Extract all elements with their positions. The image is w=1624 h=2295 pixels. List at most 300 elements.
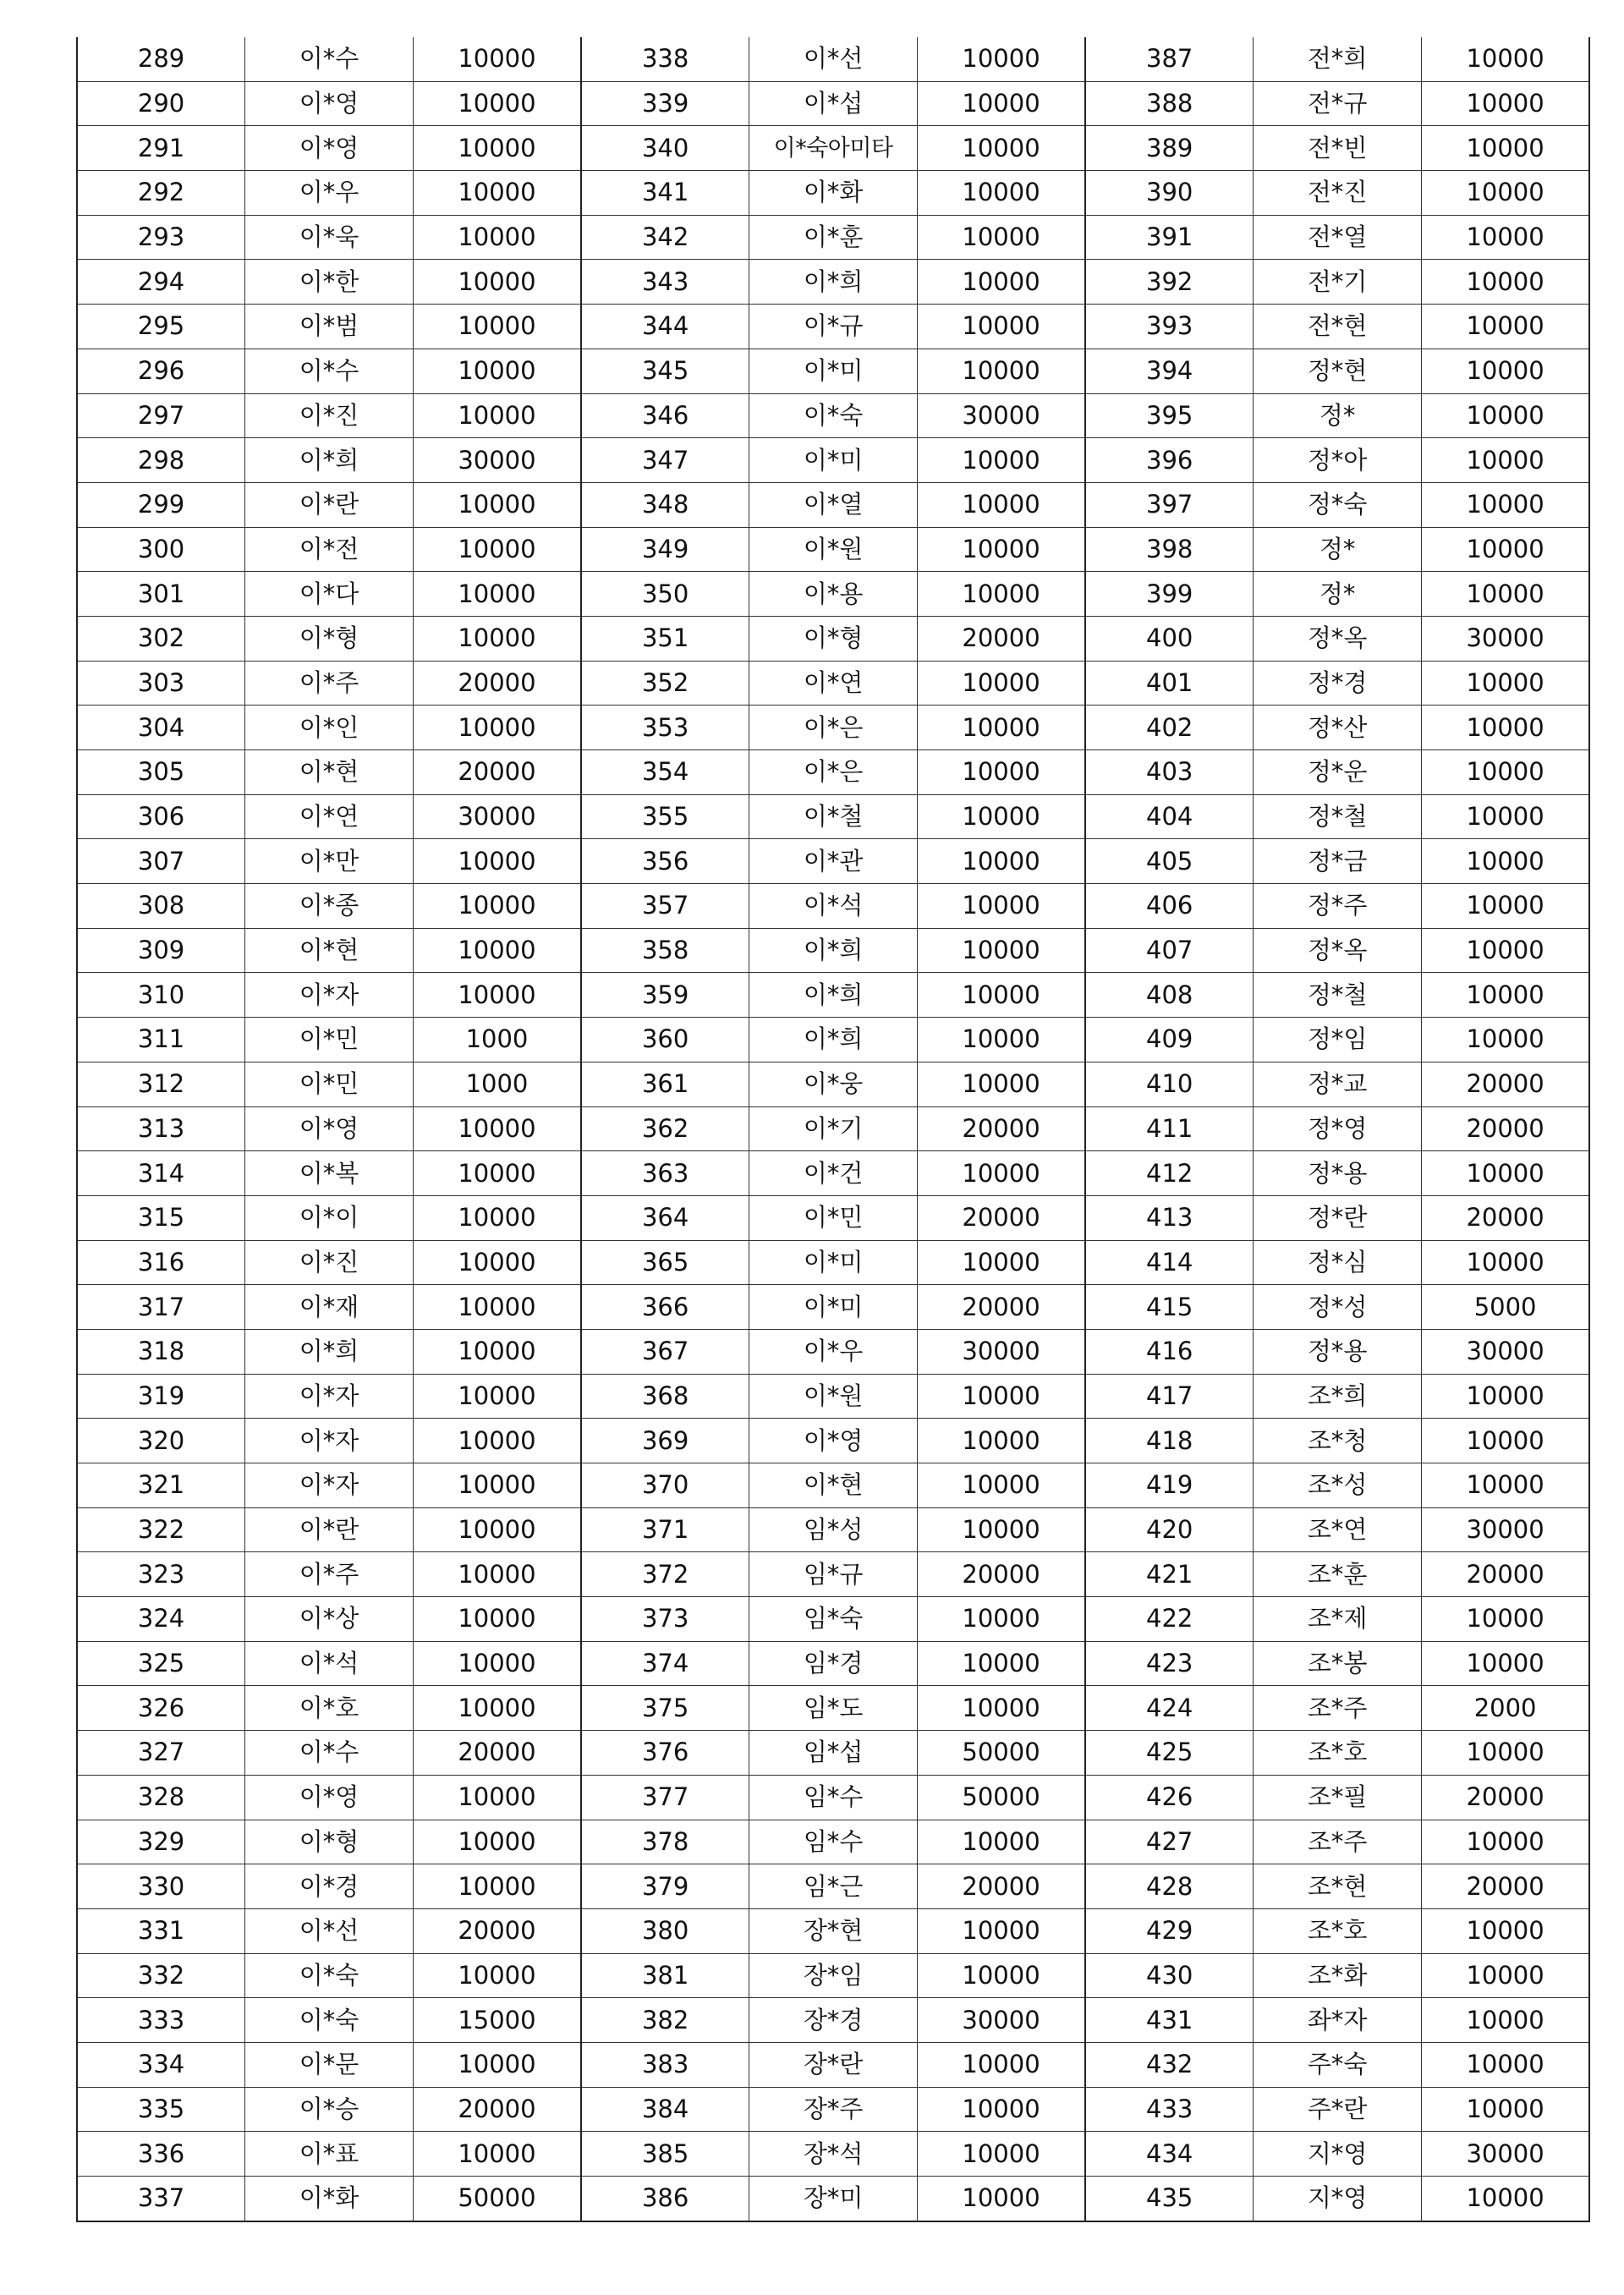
cell-no: 379	[581, 1864, 749, 1909]
cell-no: 408	[1085, 973, 1254, 1018]
cell-name: 전*열	[1254, 215, 1422, 260]
table-row	[77, 305, 1589, 349]
cell-no: 299	[77, 482, 245, 527]
cell-name: 이*희	[749, 260, 918, 305]
cell-amount: 10000	[413, 928, 581, 973]
cell-amount: 10000	[413, 1106, 581, 1151]
cell-name: 이*석	[245, 1641, 414, 1686]
cell-no: 425	[1085, 1731, 1254, 1776]
cell-no: 413	[1085, 1195, 1254, 1240]
cell-amount: 10000	[917, 1062, 1085, 1106]
cell-amount: 2000	[1422, 1686, 1590, 1731]
table-row	[77, 171, 1589, 216]
cell-name: 이*미	[749, 349, 918, 393]
cell-name: 정*심	[1254, 1240, 1422, 1285]
cell-amount: 10000	[413, 1552, 581, 1597]
cell-no: 403	[1085, 750, 1254, 795]
cell-name: 정*	[1254, 572, 1422, 617]
cell-name: 정*아	[1254, 438, 1422, 483]
cell-no: 360	[581, 1018, 749, 1062]
cell-name: 정*옥	[1254, 616, 1422, 661]
cell-amount: 10000	[413, 2042, 581, 2087]
cell-amount: 10000	[1422, 1908, 1590, 1953]
cell-no: 295	[77, 305, 245, 349]
cell-amount: 10000	[413, 260, 581, 305]
table-row	[77, 1641, 1589, 1686]
cell-name: 이*현	[749, 1463, 918, 1508]
cell-no: 387	[1085, 37, 1254, 81]
cell-name: 임*경	[749, 1641, 918, 1686]
table-row	[77, 1597, 1589, 1642]
cell-name: 이*은	[749, 706, 918, 750]
table-row	[77, 616, 1589, 661]
cell-no: 338	[581, 37, 749, 81]
cell-amount: 20000	[917, 1864, 1085, 1909]
cell-name: 이*민	[245, 1062, 414, 1106]
cell-amount: 10000	[1422, 438, 1590, 483]
table-row	[77, 37, 1589, 81]
cell-no: 420	[1085, 1507, 1254, 1552]
cell-name: 전*현	[1254, 305, 1422, 349]
cell-no: 294	[77, 260, 245, 305]
cell-name: 이*미	[749, 438, 918, 483]
donor-table-body	[77, 37, 1589, 2221]
cell-no: 334	[77, 2042, 245, 2087]
cell-amount: 10000	[917, 973, 1085, 1018]
cell-name: 조*주	[1254, 1820, 1422, 1864]
table-row	[77, 1775, 1589, 1820]
cell-no: 318	[77, 1329, 245, 1374]
cell-name: 이*범	[245, 305, 414, 349]
cell-no: 350	[581, 572, 749, 617]
table-row	[77, 750, 1589, 795]
cell-no: 324	[77, 1597, 245, 1642]
cell-amount: 10000	[1422, 1953, 1590, 1998]
cell-amount: 20000	[1422, 1775, 1590, 1820]
cell-amount: 10000	[413, 1597, 581, 1642]
cell-name: 이*복	[245, 1151, 414, 1196]
cell-name: 이*경	[245, 1864, 414, 1909]
cell-no: 386	[581, 2177, 749, 2221]
cell-name: 정*용	[1254, 1329, 1422, 1374]
cell-amount: 10000	[413, 215, 581, 260]
cell-name: 전*규	[1254, 81, 1422, 126]
cell-no: 339	[581, 81, 749, 126]
cell-no: 380	[581, 1908, 749, 1953]
cell-name: 이*수	[245, 1731, 414, 1776]
cell-no: 321	[77, 1463, 245, 1508]
cell-name: 이*희	[749, 928, 918, 973]
cell-amount: 1000	[413, 1062, 581, 1106]
cell-name: 이*석	[749, 884, 918, 929]
cell-amount: 10000	[1422, 706, 1590, 750]
cell-name: 장*임	[749, 1953, 918, 1998]
table-row	[77, 2042, 1589, 2087]
cell-name: 이*섭	[749, 81, 918, 126]
table-row	[77, 482, 1589, 527]
cell-amount: 10000	[413, 81, 581, 126]
cell-amount: 10000	[1422, 171, 1590, 216]
cell-name: 이*자	[245, 1374, 414, 1419]
table-row	[77, 973, 1589, 1018]
cell-name: 이*연	[749, 661, 918, 706]
cell-no: 289	[77, 37, 245, 81]
cell-no: 330	[77, 1864, 245, 1909]
table-row	[77, 1374, 1589, 1419]
cell-amount: 10000	[413, 527, 581, 572]
cell-name: 이*형	[749, 616, 918, 661]
cell-no: 303	[77, 661, 245, 706]
cell-name: 정*운	[1254, 750, 1422, 795]
cell-no: 400	[1085, 616, 1254, 661]
cell-amount: 10000	[1422, 973, 1590, 1018]
cell-name: 이*희	[245, 438, 414, 483]
cell-amount: 10000	[917, 1820, 1085, 1864]
cell-amount: 10000	[1422, 1641, 1590, 1686]
cell-amount: 10000	[1422, 1240, 1590, 1285]
cell-name: 이*현	[245, 750, 414, 795]
cell-amount: 10000	[917, 126, 1085, 171]
cell-amount: 30000	[413, 438, 581, 483]
cell-name: 이*규	[749, 305, 918, 349]
cell-amount: 10000	[917, 928, 1085, 973]
table-row	[77, 1908, 1589, 1953]
cell-name: 이*주	[245, 1552, 414, 1597]
cell-no: 349	[581, 527, 749, 572]
cell-no: 381	[581, 1953, 749, 1998]
cell-name: 이*영	[749, 1419, 918, 1463]
cell-amount: 20000	[413, 1731, 581, 1776]
cell-amount: 10000	[917, 527, 1085, 572]
cell-name: 이*우	[245, 171, 414, 216]
cell-no: 376	[581, 1731, 749, 1776]
cell-amount: 10000	[413, 393, 581, 438]
cell-no: 298	[77, 438, 245, 483]
cell-no: 377	[581, 1775, 749, 1820]
cell-amount: 10000	[917, 1018, 1085, 1062]
cell-no: 348	[581, 482, 749, 527]
cell-amount: 10000	[917, 1908, 1085, 1953]
table-row	[77, 1195, 1589, 1240]
cell-name: 이*자	[245, 1463, 414, 1508]
cell-amount: 10000	[413, 1686, 581, 1731]
cell-no: 356	[581, 839, 749, 884]
cell-name: 정*성	[1254, 1285, 1422, 1330]
cell-name: 이*이	[245, 1195, 414, 1240]
cell-no: 392	[1085, 260, 1254, 305]
cell-no: 395	[1085, 393, 1254, 438]
cell-no: 359	[581, 973, 749, 1018]
cell-name: 임*섭	[749, 1731, 918, 1776]
cell-no: 320	[77, 1419, 245, 1463]
cell-amount: 10000	[917, 750, 1085, 795]
cell-amount: 10000	[917, 1463, 1085, 1508]
cell-no: 370	[581, 1463, 749, 1508]
table-row	[77, 260, 1589, 305]
cell-amount: 10000	[413, 973, 581, 1018]
cell-no: 353	[581, 706, 749, 750]
table-row	[77, 1463, 1589, 1508]
cell-amount: 10000	[413, 305, 581, 349]
table-row	[77, 81, 1589, 126]
table-row	[77, 1240, 1589, 1285]
cell-amount: 10000	[917, 2132, 1085, 2177]
cell-amount: 20000	[917, 616, 1085, 661]
cell-amount: 10000	[917, 2087, 1085, 2132]
cell-amount: 20000	[1422, 1552, 1590, 1597]
cell-amount: 20000	[917, 1106, 1085, 1151]
cell-amount: 10000	[917, 706, 1085, 750]
cell-name: 이*미	[749, 1240, 918, 1285]
cell-amount: 1000	[413, 1018, 581, 1062]
cell-name: 이*숙	[749, 393, 918, 438]
cell-amount: 10000	[917, 482, 1085, 527]
table-row	[77, 1151, 1589, 1196]
cell-no: 341	[581, 171, 749, 216]
cell-name: 장*주	[749, 2087, 918, 2132]
cell-amount: 30000	[413, 794, 581, 839]
cell-name: 조*화	[1254, 1953, 1422, 1998]
cell-amount: 10000	[1422, 393, 1590, 438]
cell-amount: 10000	[917, 215, 1085, 260]
cell-amount: 20000	[413, 661, 581, 706]
cell-amount: 10000	[413, 1864, 581, 1909]
cell-amount: 10000	[413, 1419, 581, 1463]
cell-no: 374	[581, 1641, 749, 1686]
cell-amount: 10000	[413, 349, 581, 393]
cell-name: 이*표	[245, 2132, 414, 2177]
table-row	[77, 1419, 1589, 1463]
cell-no: 291	[77, 126, 245, 171]
table-row	[77, 527, 1589, 572]
cell-no: 409	[1085, 1018, 1254, 1062]
cell-no: 368	[581, 1374, 749, 1419]
cell-amount: 10000	[1422, 305, 1590, 349]
cell-no: 416	[1085, 1329, 1254, 1374]
cell-name: 조*호	[1254, 1908, 1422, 1953]
cell-amount: 30000	[917, 1329, 1085, 1374]
table-row	[77, 1106, 1589, 1151]
cell-no: 335	[77, 2087, 245, 2132]
cell-amount: 50000	[413, 2177, 581, 2221]
cell-no: 367	[581, 1329, 749, 1374]
cell-amount: 10000	[413, 706, 581, 750]
cell-amount: 10000	[413, 1329, 581, 1374]
cell-no: 427	[1085, 1820, 1254, 1864]
cell-name: 이*숙	[245, 1998, 414, 2043]
cell-amount: 10000	[1422, 884, 1590, 929]
cell-name: 정*철	[1254, 973, 1422, 1018]
cell-amount: 10000	[413, 1820, 581, 1864]
cell-amount: 10000	[1422, 215, 1590, 260]
cell-name: 정*철	[1254, 794, 1422, 839]
cell-no: 407	[1085, 928, 1254, 973]
cell-no: 394	[1085, 349, 1254, 393]
cell-name: 조*희	[1254, 1374, 1422, 1419]
cell-name: 이*인	[245, 706, 414, 750]
cell-amount: 10000	[413, 616, 581, 661]
cell-no: 388	[1085, 81, 1254, 126]
cell-no: 401	[1085, 661, 1254, 706]
cell-name: 이*진	[245, 393, 414, 438]
cell-no: 393	[1085, 305, 1254, 349]
cell-no: 311	[77, 1018, 245, 1062]
cell-no: 301	[77, 572, 245, 617]
table-row	[77, 2177, 1589, 2221]
cell-amount: 10000	[917, 839, 1085, 884]
cell-amount: 50000	[917, 1775, 1085, 1820]
cell-no: 372	[581, 1552, 749, 1597]
cell-no: 315	[77, 1195, 245, 1240]
table-row	[77, 1552, 1589, 1597]
table-row	[77, 884, 1589, 929]
cell-amount: 10000	[917, 438, 1085, 483]
cell-name: 이*희	[245, 1329, 414, 1374]
cell-no: 404	[1085, 794, 1254, 839]
cell-name: 주*숙	[1254, 2042, 1422, 2087]
cell-no: 306	[77, 794, 245, 839]
cell-no: 411	[1085, 1106, 1254, 1151]
cell-name: 지*영	[1254, 2132, 1422, 2177]
table-row	[77, 215, 1589, 260]
cell-amount: 10000	[1422, 1998, 1590, 2043]
cell-no: 384	[581, 2087, 749, 2132]
cell-name: 이*란	[245, 482, 414, 527]
cell-name: 전*희	[1254, 37, 1422, 81]
cell-no: 326	[77, 1686, 245, 1731]
cell-no: 405	[1085, 839, 1254, 884]
cell-amount: 10000	[917, 1151, 1085, 1196]
table-row	[77, 1285, 1589, 1330]
cell-no: 344	[581, 305, 749, 349]
cell-amount: 10000	[413, 1507, 581, 1552]
cell-no: 316	[77, 1240, 245, 1285]
cell-amount: 10000	[917, 1597, 1085, 1642]
cell-amount: 10000	[917, 661, 1085, 706]
cell-name: 장*현	[749, 1908, 918, 1953]
table-row	[77, 349, 1589, 393]
cell-no: 414	[1085, 1240, 1254, 1285]
cell-name: 정*현	[1254, 349, 1422, 393]
cell-amount: 20000	[917, 1285, 1085, 1330]
cell-no: 362	[581, 1106, 749, 1151]
cell-name: 장*란	[749, 2042, 918, 2087]
cell-no: 363	[581, 1151, 749, 1196]
cell-amount: 10000	[413, 1195, 581, 1240]
cell-name: 장*석	[749, 2132, 918, 2177]
cell-no: 347	[581, 438, 749, 483]
cell-no: 340	[581, 126, 749, 171]
cell-no: 319	[77, 1374, 245, 1419]
cell-no: 371	[581, 1507, 749, 1552]
cell-no: 317	[77, 1285, 245, 1330]
cell-amount: 10000	[413, 839, 581, 884]
cell-name: 정*란	[1254, 1195, 1422, 1240]
cell-amount: 10000	[1422, 1463, 1590, 1508]
cell-name: 이*자	[245, 973, 414, 1018]
cell-no: 391	[1085, 215, 1254, 260]
table-row	[77, 393, 1589, 438]
cell-name: 전*빈	[1254, 126, 1422, 171]
cell-name: 이*은	[749, 750, 918, 795]
cell-no: 336	[77, 2132, 245, 2177]
cell-name: 이*용	[749, 572, 918, 617]
cell-amount: 10000	[917, 1240, 1085, 1285]
cell-amount: 10000	[917, 1419, 1085, 1463]
cell-amount: 20000	[917, 1195, 1085, 1240]
cell-name: 임*도	[749, 1686, 918, 1731]
cell-amount: 20000	[1422, 1062, 1590, 1106]
cell-no: 296	[77, 349, 245, 393]
cell-no: 304	[77, 706, 245, 750]
cell-name: 이*희	[749, 1018, 918, 1062]
cell-no: 410	[1085, 1062, 1254, 1106]
cell-no: 337	[77, 2177, 245, 2221]
cell-amount: 10000	[413, 126, 581, 171]
table-row	[77, 839, 1589, 884]
cell-no: 293	[77, 215, 245, 260]
cell-amount: 20000	[413, 1908, 581, 1953]
cell-amount: 10000	[1422, 1597, 1590, 1642]
cell-name: 이*숙아미타	[749, 126, 918, 171]
cell-name: 이*선	[245, 1908, 414, 1953]
cell-name: 이*주	[245, 661, 414, 706]
cell-no: 308	[77, 884, 245, 929]
cell-name: 정*	[1254, 393, 1422, 438]
cell-amount: 10000	[1422, 1419, 1590, 1463]
cell-amount: 10000	[413, 1641, 581, 1686]
cell-amount: 10000	[917, 1953, 1085, 1998]
cell-name: 이*진	[245, 1240, 414, 1285]
cell-name: 조*호	[1254, 1731, 1422, 1776]
cell-amount: 10000	[1422, 572, 1590, 617]
cell-amount: 10000	[413, 1285, 581, 1330]
cell-no: 343	[581, 260, 749, 305]
cell-name: 임*숙	[749, 1597, 918, 1642]
cell-no: 382	[581, 1998, 749, 2043]
cell-name: 장*경	[749, 1998, 918, 2043]
table-row	[77, 1686, 1589, 1731]
cell-no: 354	[581, 750, 749, 795]
cell-name: 정*임	[1254, 1018, 1422, 1062]
cell-amount: 10000	[1422, 2042, 1590, 2087]
cell-no: 323	[77, 1552, 245, 1597]
cell-name: 이*영	[245, 1106, 414, 1151]
cell-name: 조*제	[1254, 1597, 1422, 1642]
cell-amount: 5000	[1422, 1285, 1590, 1330]
cell-amount: 10000	[1422, 750, 1590, 795]
cell-amount: 10000	[1422, 527, 1590, 572]
cell-amount: 10000	[413, 482, 581, 527]
cell-no: 423	[1085, 1641, 1254, 1686]
cell-no: 355	[581, 794, 749, 839]
cell-name: 이*희	[749, 973, 918, 1018]
cell-amount: 30000	[1422, 1507, 1590, 1552]
cell-no: 397	[1085, 482, 1254, 527]
cell-no: 419	[1085, 1463, 1254, 1508]
cell-name: 이*영	[245, 1775, 414, 1820]
cell-no: 312	[77, 1062, 245, 1106]
cell-amount: 10000	[917, 349, 1085, 393]
table-row	[77, 1953, 1589, 1998]
cell-amount: 10000	[1422, 260, 1590, 305]
cell-name: 정*주	[1254, 884, 1422, 929]
cell-no: 415	[1085, 1285, 1254, 1330]
cell-no: 329	[77, 1820, 245, 1864]
cell-amount: 15000	[413, 1998, 581, 2043]
cell-name: 이*다	[245, 572, 414, 617]
donor-table	[76, 37, 1590, 2222]
